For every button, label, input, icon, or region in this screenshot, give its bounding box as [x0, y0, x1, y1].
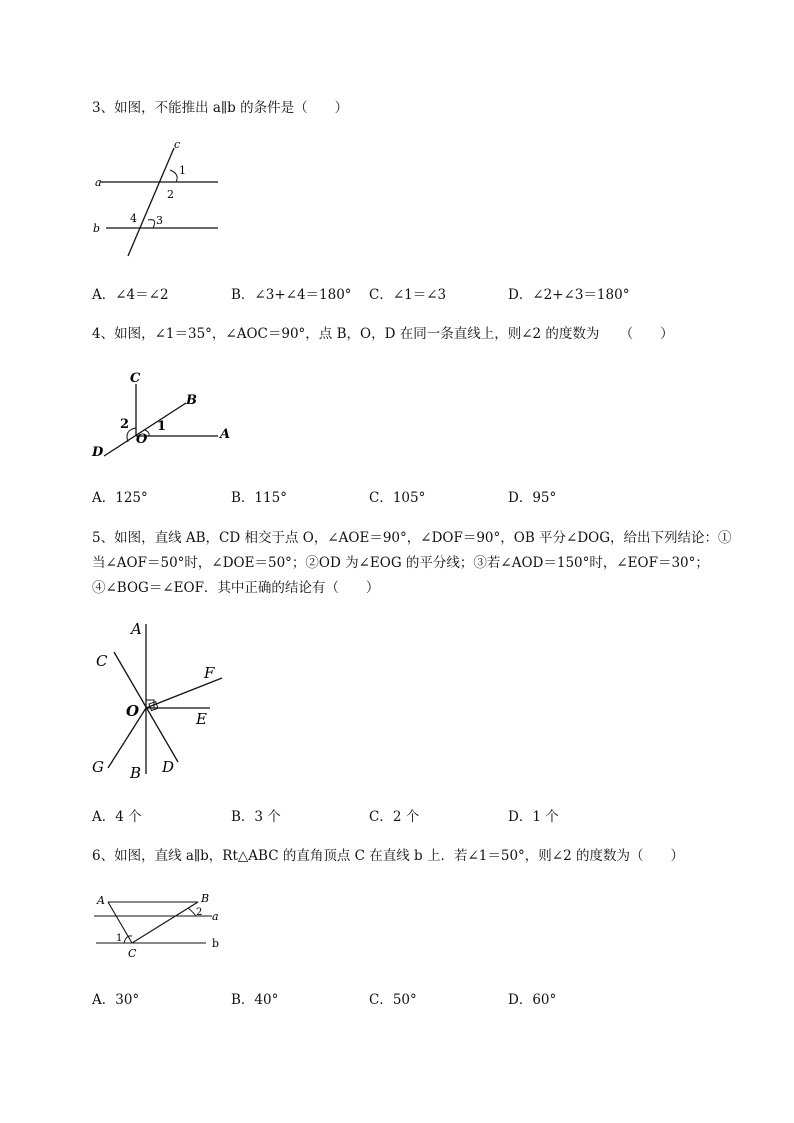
label-2: 2 — [196, 907, 203, 918]
label-b-vertex: B — [201, 892, 210, 905]
label-b: b — [93, 222, 101, 235]
question-4-stem: 4、如图，∠1＝35°，∠AOC＝90°，点 B，O，D 在同一条直线上，则∠2 的度数为 （ ） — [92, 326, 674, 342]
angle-arc-2 — [188, 908, 196, 916]
question-4-options — [92, 486, 652, 506]
option-b[interactable]: B．∠3+∠4＝180° — [231, 287, 352, 303]
angle-arc-3 — [148, 220, 155, 228]
label-c: C — [96, 652, 108, 670]
label-b-line: b — [212, 937, 220, 950]
label-b: B — [130, 764, 142, 782]
label-a: a — [95, 176, 102, 189]
figure-6-triangle-parallel-lines — [88, 888, 238, 968]
option-b[interactable]: B．115° — [231, 490, 287, 506]
label-o: O — [126, 702, 140, 720]
option-a[interactable]: A．125° — [92, 490, 148, 506]
label-d: D — [162, 758, 175, 776]
label-c: C — [130, 371, 141, 386]
option-d[interactable]: D．95° — [508, 490, 557, 506]
ray-of — [146, 678, 222, 708]
option-d[interactable]: D．60° — [508, 992, 557, 1008]
angle-arc-1 — [170, 170, 177, 182]
label-a-line: a — [212, 910, 219, 923]
label-e: E — [196, 710, 207, 728]
option-c[interactable]: C．50° — [369, 992, 417, 1008]
label-d: D — [92, 445, 104, 460]
question-5-options — [92, 805, 652, 825]
option-c[interactable]: C．2 个 — [369, 809, 420, 825]
line-bd — [104, 403, 186, 456]
label-b: B — [186, 393, 197, 408]
label-c: c — [174, 138, 181, 151]
label-3: 3 — [156, 214, 163, 227]
option-d[interactable]: D．1 个 — [508, 809, 559, 825]
label-1: 1 — [179, 164, 186, 177]
question-3-options — [92, 283, 652, 303]
label-g: G — [92, 758, 104, 776]
line-c — [128, 148, 174, 256]
label-f: F — [204, 664, 215, 682]
label-c-vertex: C — [128, 947, 137, 960]
label-2: 2 — [167, 188, 174, 201]
option-b[interactable]: B．40° — [231, 992, 279, 1008]
figure-5-intersecting-lines — [88, 616, 238, 786]
question-5-stem: 5、如图，直线 AB，CD 相交于点 O，∠AOE＝90°，∠DOF＝90°，OB 平分∠DOG，给出下列结论：①当∠AOF＝50°时，∠DOE＝50°；②OD 为∠EOG 的平分线；③若∠AOD＝150°时，∠EOF＝30°；④∠BOG＝∠EOF．其中正确的结论有（ ） — [92, 530, 732, 596]
option-c[interactable]: C．105° — [369, 490, 426, 506]
question-3-stem: 3、如图，不能推出 a∥b 的条件是（ ） — [92, 100, 349, 116]
figure-3-parallel-lines — [88, 136, 228, 262]
option-d[interactable]: D．∠2+∠3＝180° — [508, 287, 630, 303]
label-1: 1 — [157, 419, 167, 434]
label-1: 1 — [116, 933, 123, 944]
question-6-options — [92, 988, 652, 1008]
label-2: 2 — [120, 417, 130, 432]
figure-4-angles — [88, 366, 238, 462]
label-a: A — [220, 427, 231, 442]
label-o: O — [136, 432, 148, 447]
option-a[interactable]: A．∠4＝∠2 — [92, 287, 169, 303]
label-a-vertex: A — [97, 894, 105, 907]
label-4: 4 — [130, 212, 137, 225]
option-a[interactable]: A．30° — [92, 992, 140, 1008]
label-a: A — [131, 620, 142, 638]
option-b[interactable]: B．3 个 — [231, 809, 281, 825]
question-6-stem: 6、如图，直线 a∥b，Rt△ABC 的直角顶点 C 在直线 b 上．若∠1＝50°，则∠2 的度数为（ ） — [92, 848, 684, 864]
option-a[interactable]: A．4 个 — [92, 809, 142, 825]
option-c[interactable]: C．∠1＝∠3 — [369, 287, 447, 303]
